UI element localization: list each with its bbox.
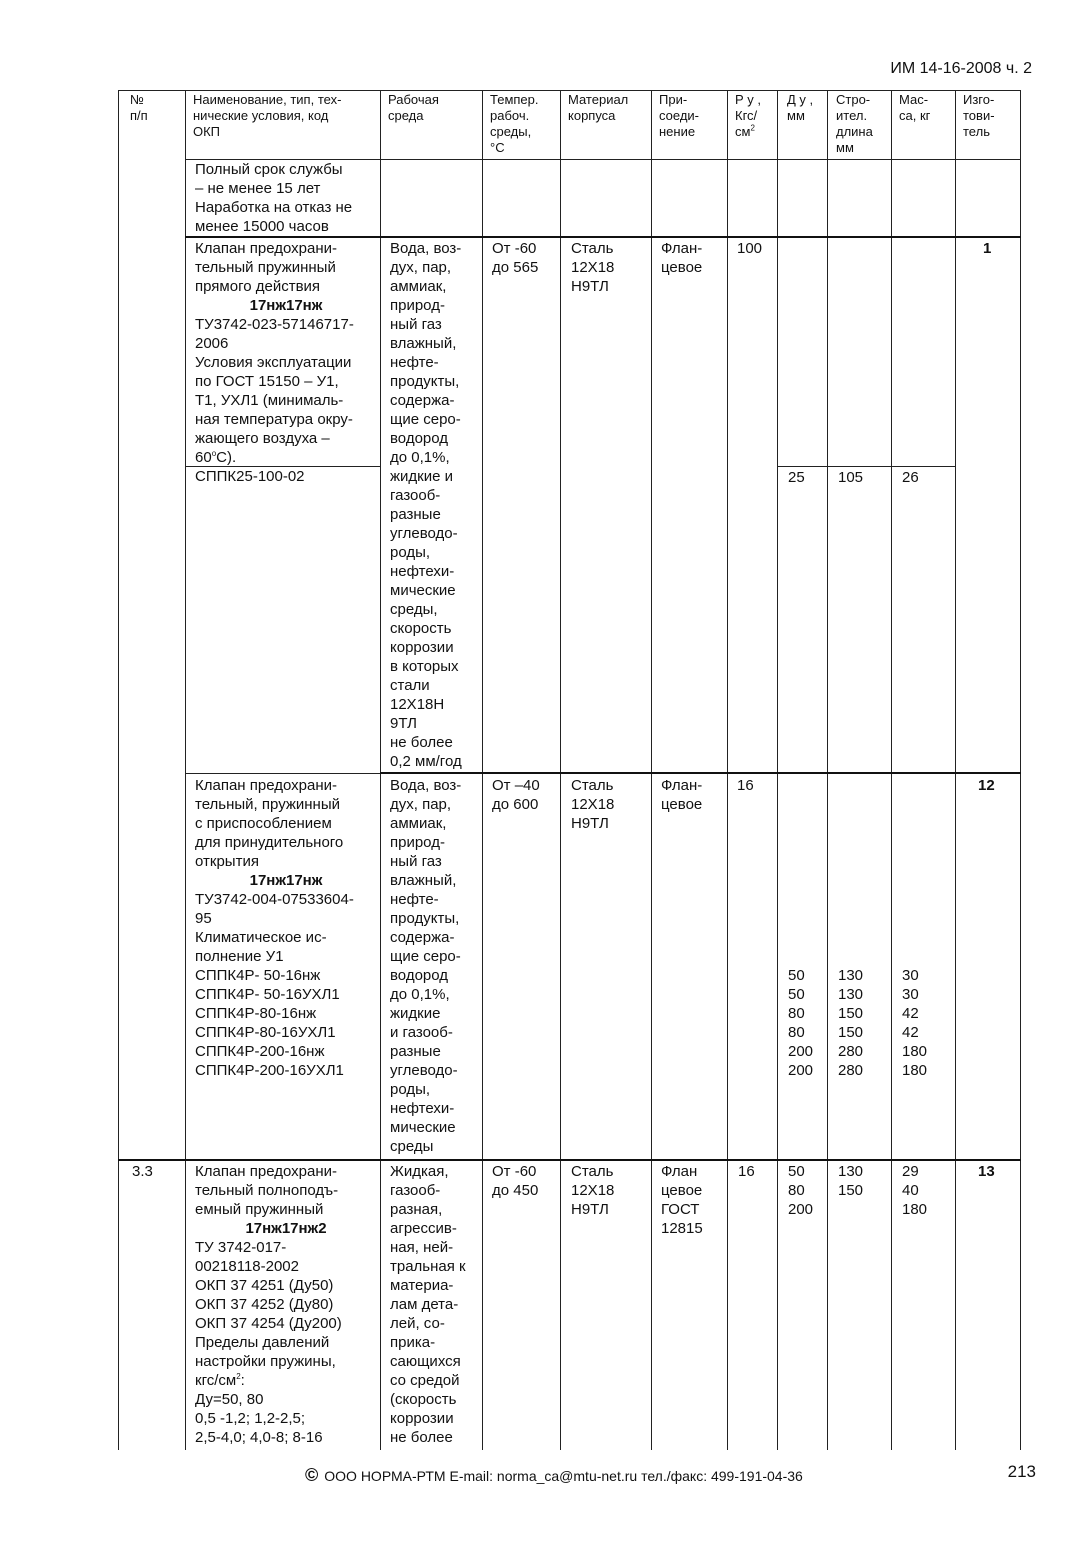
row3-superscript: 2 [236, 1372, 241, 1381]
row1-temperature: От -60 до 565 [492, 240, 539, 276]
row1-sub-length: 105 [838, 469, 864, 486]
row3-num: 3.3 [132, 1163, 153, 1180]
row3-name [195, 1162, 377, 1447]
row2-manufacturer: 12 [978, 777, 995, 794]
row1-name-part1: Клапан предохрани- тельный пружинный прямого действия [195, 240, 337, 295]
header-num: № п/п [130, 92, 148, 123]
header-pressure [735, 92, 761, 140]
row3-manufacturer: 13 [978, 1163, 995, 1180]
row3-type: 17нж17нж2 [245, 1220, 327, 1237]
row1-sub-dn: 25 [788, 469, 805, 486]
row2-name-part2: ТУ3742-004-07533604- 95 Климатическое ис- полнение У1 СППК4Р- 50-16нж СППК4Р- 50-16УХЛ1 СППК4Р-80-16нж СППК4Р-80-16УХЛ1 СППК4Р-200-16нж СППК4Р-200-16УХЛ1 [195, 891, 354, 1079]
row1-degree: о [211, 449, 217, 458]
row2-length: 130 130 150 150 280 280 [838, 967, 864, 1079]
col-divider [777, 90, 778, 1450]
row1-type: 17нж17нж [249, 297, 323, 314]
row1-name [195, 239, 377, 467]
header-manufacturer: Изго- тови- тель [963, 92, 995, 139]
copyright-icon: © [305, 1465, 319, 1485]
row-divider [118, 90, 1021, 91]
row-divider [185, 773, 380, 774]
row3-name-part3: : Ду=50, 80 0,5 -1,2; 1,2-2,5; 2,5-4,0; 4,0-8; 8-16 [195, 1372, 323, 1446]
row0-name: Полный срок службы – не менее 15 лет Наработка на отказ не менее 15000 часов [195, 161, 353, 235]
row3-length: 130 150 [838, 1163, 864, 1199]
page-number: 213 [1007, 1462, 1036, 1481]
col-divider [482, 90, 483, 1450]
row3-name-part1: Клапан предохрани- тельный полноподъ- емный пружинный [195, 1163, 339, 1218]
row2-temperature: От –40 до 600 [492, 777, 540, 813]
row3-material: Сталь 12Х18 Н9ТЛ [571, 1163, 615, 1218]
row3-medium: Жидкая, газооб- разная, агрессив- ная, ней- тральная к материа- лам дета- лей, со- прика- сающихся со средой (скорость коррозии не более [390, 1163, 466, 1446]
col-divider [380, 90, 381, 1450]
header-connection: При- соеди- нение [659, 92, 699, 139]
row2-material: Сталь 12Х18 Н9ТЛ [571, 777, 615, 832]
col-divider [827, 90, 828, 1450]
row1-manufacturer: 1 [983, 240, 992, 257]
row2-dn: 50 50 80 80 200 200 [788, 967, 814, 1079]
header-material: Материал корпуса [568, 92, 629, 123]
row1-name-part3: С). [216, 449, 237, 466]
row1-connection: Флан- цевое [661, 240, 703, 276]
header-medium: Рабочая среда [388, 92, 439, 123]
row2-type: 17нж17нж [249, 872, 323, 889]
footer [305, 1465, 803, 1486]
row3-temperature: От -60 до 450 [492, 1163, 539, 1199]
header-nominal-diameter: Д у , мм [787, 92, 814, 123]
col-divider [955, 90, 956, 1450]
row3-name-part2: ТУ 3742-017- 00218118-2002 ОКП 37 4251 (Ду50) ОКП 37 4252 (Ду80) ОКП 37 4254 (Ду200) Пределы давлений настройки пружины, кгс/см [195, 1239, 342, 1389]
row2-pressure: 16 [737, 777, 754, 794]
footer-contact: ООО НОРМА-РТМ E-mail: norma_ca@mtu-net.ru тел./факс: 499-191-04-36 [324, 1468, 803, 1484]
col-divider [560, 90, 561, 1450]
header-pressure-text: Р у , Кгс/ см [735, 92, 762, 139]
col-divider [727, 90, 728, 1450]
row-divider [118, 1159, 1021, 1161]
row-divider [380, 772, 1021, 774]
row3-dn: 50 80 200 [788, 1163, 814, 1218]
header-length: Стро- ител. длина мм [836, 92, 873, 155]
row1-medium: Вода, воз- дух, пар, аммиак, природ- ный газ влажный, нефте- продукты, содержа- щие серо- водород до 0,1%, жидкие и газооб- разные углеводо- роды, нефтехи- мические среды, скорость коррозии в которых стали 12Х18Н 9ТЛ не более 0,2 мм/год [390, 240, 462, 770]
row2-name-part1: Клапан предохрани- тельный, пружинный с приспособлением для принудительного открытия [195, 777, 344, 870]
row1-pressure: 100 [737, 240, 763, 257]
row1-sub-name: СППК25-100-02 [195, 468, 305, 485]
col-divider [891, 90, 892, 1450]
header-mass: Мас- са, кг [899, 92, 931, 123]
row1-material: Сталь 12Х18 Н9ТЛ [571, 240, 615, 295]
document-code: ИМ 14-16-2008 ч. 2 [890, 60, 1032, 77]
col-divider [651, 90, 652, 1450]
row2-name [195, 776, 377, 1080]
row2-medium: Вода, воз- дух, пар, аммиак, природ- ный газ влажный, нефте- продукты, содержа- щие серо- водород до 0,1%, жидкие и газооб- разные углеводо- роды, нефтехи- мические среды [390, 777, 462, 1155]
row3-pressure: 16 [738, 1163, 755, 1180]
col-divider [185, 90, 186, 1450]
row1-name-part2: ТУ3742-023-57146717- 2006 Условия эксплуатации по ГОСТ 15150 – У1, Т1, УХЛ1 (минималь- ная температура окру- жающего воздуха – 60 [195, 316, 354, 466]
header-temperature: Темпер. рабоч. среды, °С [490, 92, 539, 155]
row-divider [185, 236, 1021, 238]
row2-connection: Флан- цевое [661, 777, 703, 813]
header-pressure-superscript: 2 [750, 123, 755, 133]
row-divider [777, 466, 956, 467]
row2-mass: 30 30 42 42 180 180 [902, 967, 928, 1079]
header-name: Наименование, тип, тех- нические условия, код ОКП [193, 92, 342, 139]
row3-connection: Флан цевое ГОСТ 12815 [661, 1163, 703, 1237]
col-divider [1020, 90, 1021, 1450]
col-divider [118, 90, 119, 1450]
row1-sub-mass: 26 [902, 469, 919, 486]
row3-mass: 29 40 180 [902, 1163, 928, 1218]
